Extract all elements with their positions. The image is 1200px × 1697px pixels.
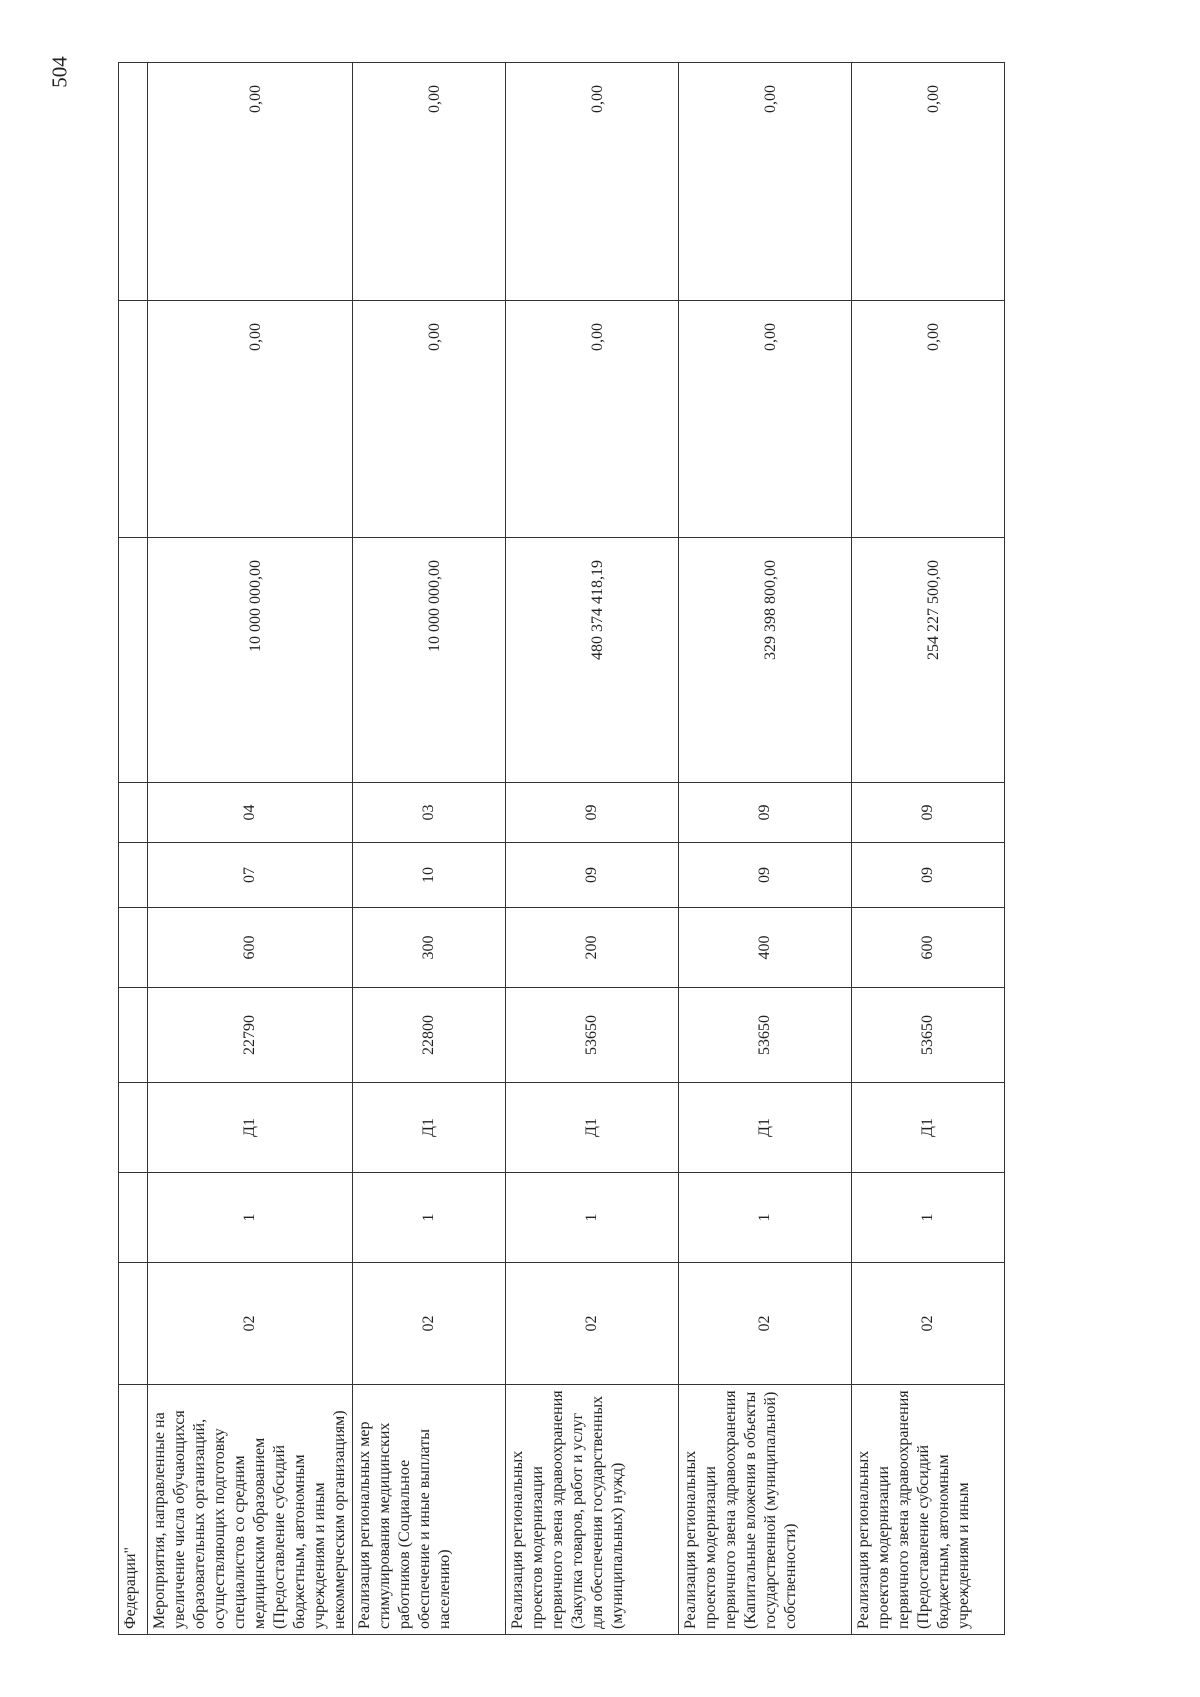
amount-cell-1: 10 000 000,00	[148, 538, 353, 783]
table-row	[679, 63, 852, 1635]
table-row	[353, 63, 506, 1635]
amount-cell-3: 0,00	[506, 63, 679, 301]
direction-code-cell: 53650	[852, 988, 1005, 1083]
amount-cell-1: 10 000 000,00	[353, 538, 506, 783]
expense-type-cell: 600	[852, 908, 1005, 988]
header-fragment-cell: Федерации"	[119, 1385, 148, 1635]
subsection-cell: 09	[679, 783, 852, 843]
subsection-cell: 09	[506, 783, 679, 843]
amount-cell-1: 329 398 800,00	[679, 538, 852, 783]
project-code-cell: Д1	[506, 1083, 679, 1173]
amount-cell-2: 0,00	[679, 301, 852, 538]
table-row	[148, 63, 353, 1635]
amount-cell-2: 0,00	[506, 301, 679, 538]
empty-cell	[119, 908, 148, 988]
section-cell: 09	[852, 843, 1005, 908]
row-name-cell: Реализация региональных мер стимулирования медицинских работников (Социальное обеспечение и иные выплаты населению)	[353, 1385, 506, 1635]
row-name-cell: Реализация региональных проектов модернизации первичного звена здравоохранения (Закупка товаров, работ и услуг для обеспечения государственных (муниципальных) нужд)	[506, 1385, 679, 1635]
subprogram-code-cell: 1	[506, 1173, 679, 1263]
subsection-cell: 04	[148, 783, 353, 843]
row-name-cell: Реализация региональных проектов модернизации первичного звена здравоохранения (Предоставление субсидий бюджетным, автономным учреждениям и иным	[852, 1385, 1005, 1635]
expense-type-cell: 300	[353, 908, 506, 988]
project-code-cell: Д1	[148, 1083, 353, 1173]
amount-cell-2: 0,00	[353, 301, 506, 538]
direction-code-cell: 22800	[353, 988, 506, 1083]
amount-cell-3: 0,00	[852, 63, 1005, 301]
row-name-cell: Реализация региональных проектов модернизации первичного звена здравоохранения (Капитальные вложения в объекты государственной (муниципальной) собственности)	[679, 1385, 852, 1635]
section-cell: 09	[506, 843, 679, 908]
empty-cell	[119, 538, 148, 783]
program-code-cell: 02	[679, 1263, 852, 1385]
empty-cell	[119, 63, 148, 301]
direction-code-cell: 53650	[679, 988, 852, 1083]
expense-type-cell: 600	[148, 908, 353, 988]
subprogram-code-cell: 1	[353, 1173, 506, 1263]
amount-cell-1: 480 374 418,19	[506, 538, 679, 783]
amount-cell-1: 254 227 500,00	[852, 538, 1005, 783]
amount-cell-3: 0,00	[353, 63, 506, 301]
budget-table	[118, 62, 1005, 1635]
amount-cell-3: 0,00	[679, 63, 852, 301]
subprogram-code-cell: 1	[852, 1173, 1005, 1263]
program-code-cell: 02	[506, 1263, 679, 1385]
program-code-cell: 02	[852, 1263, 1005, 1385]
table-header-row	[119, 63, 148, 1635]
program-code-cell: 02	[148, 1263, 353, 1385]
empty-cell	[119, 843, 148, 908]
expense-type-cell: 200	[506, 908, 679, 988]
empty-cell	[119, 988, 148, 1083]
empty-cell	[119, 1263, 148, 1385]
project-code-cell: Д1	[353, 1083, 506, 1173]
expense-type-cell: 400	[679, 908, 852, 988]
amount-cell-3: 0,00	[148, 63, 353, 301]
program-code-cell: 02	[353, 1263, 506, 1385]
row-name-cell: Мероприятия, направленные на увеличение числа обучающихся образовательных организаций, осуществляющих подготовку специалистов со средним медицинским образованием (Предоставление субсидий бюджетным, автономным учреждениям и иным некоммерческим организациям)	[148, 1385, 353, 1635]
subsection-cell: 03	[353, 783, 506, 843]
section-cell: 10	[353, 843, 506, 908]
empty-cell	[119, 301, 148, 538]
empty-cell	[119, 783, 148, 843]
page-number-text: 504	[47, 56, 72, 88]
subprogram-code-cell: 1	[679, 1173, 852, 1263]
project-code-cell: Д1	[852, 1083, 1005, 1173]
project-code-cell: Д1	[679, 1083, 852, 1173]
section-cell: 07	[148, 843, 353, 908]
amount-cell-2: 0,00	[148, 301, 353, 538]
direction-code-cell: 22790	[148, 988, 353, 1083]
empty-cell	[119, 1173, 148, 1263]
subprogram-code-cell: 1	[148, 1173, 353, 1263]
table-row	[852, 63, 1005, 1635]
direction-code-cell: 53650	[506, 988, 679, 1083]
table-row	[506, 63, 679, 1635]
subsection-cell: 09	[852, 783, 1005, 843]
amount-cell-2: 0,00	[852, 301, 1005, 538]
empty-cell	[119, 1083, 148, 1173]
section-cell: 09	[679, 843, 852, 908]
